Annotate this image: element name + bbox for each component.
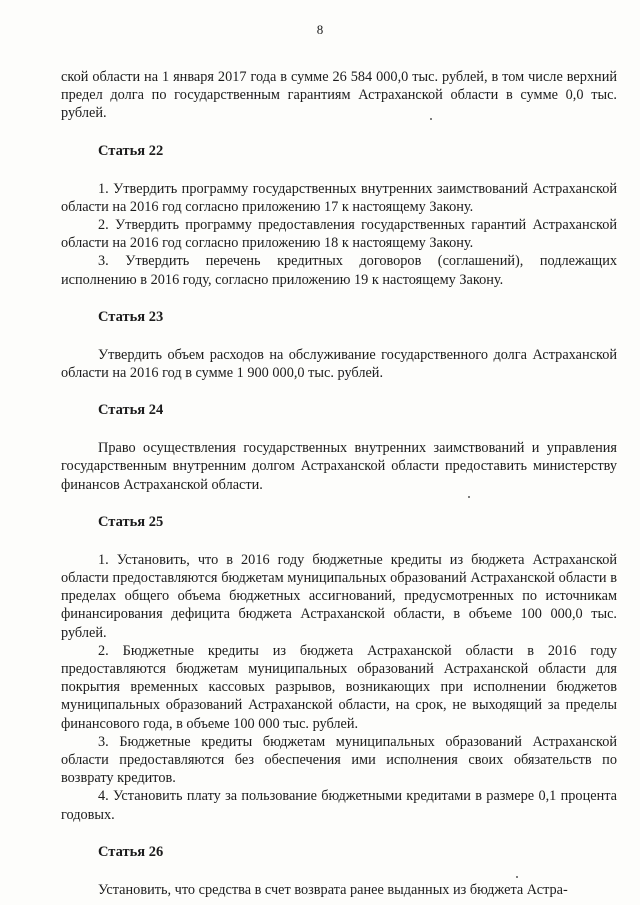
article-25-paragraph-1: 1. Установить, что в 2016 году бюджетные кредиты из бюджета Астраханской области предоставляются бюджетам муниципальных образований Астраханской области в пределах общего объема бюджетных ассигнований, предусмотренных по источникам финансирования дефицита бюджета Астраханской области, в объеме 100 000,0 тыс. рублей. xyxy=(61,551,617,641)
article-23-heading: Статья 23 xyxy=(98,308,164,325)
page-number: 8 xyxy=(316,22,324,37)
article-22-paragraph-1: 1. Утвердить программу государственных внутренних заимствований Астраханской области на 2016 год согласно приложению 17 к настоящему Закону. xyxy=(61,180,617,215)
article-22-paragraph-2: 2. Утвердить программу предоставления государственных гарантий Астраханской области на 2016 год согласно приложению 18 к настоящему Закону. xyxy=(61,217,617,252)
scan-speck xyxy=(430,118,432,120)
article-22-heading: Статья 22 xyxy=(98,142,164,159)
article-22-paragraph-3: 3. Утвердить перечень кредитных договоров (соглашений), подлежащих исполнению в 2016 году, согласно приложению 19 к настоящему Закону. xyxy=(61,253,617,288)
scan-speck xyxy=(516,876,518,878)
article-25-paragraph-3: 3. Бюджетные кредиты бюджетам муниципальных образований Астраханской области предоставляются без обеспечения ими исполнения своих обязательств по возврату кредитов. xyxy=(61,733,617,787)
document-body xyxy=(61,68,617,899)
article-25-paragraph-4: 4. Установить плату за пользование бюджетными кредитами в размере 0,1 процента годовых. xyxy=(61,788,617,823)
article-26-paragraph-1: Установить, что средства в счет возврата ранее выданных из бюджета Астра- xyxy=(98,881,568,898)
article-25-heading: Статья 25 xyxy=(98,513,164,530)
scan-speck xyxy=(468,496,470,498)
continuation-paragraph: ской области на 1 января 2017 года в сумме 26 584 000,0 тыс. рублей, в том числе верхний предел долга по государственным гарантиям Астраханской области в сумме 0,0 тыс. рублей. xyxy=(61,69,617,122)
article-24-heading: Статья 24 xyxy=(98,402,164,419)
article-26-heading: Статья 26 xyxy=(98,843,164,860)
article-23-paragraph-1: Утвердить объем расходов на обслуживание государственного долга Астраханской области на 2016 год в сумме 1 900 000,0 тыс. рублей. xyxy=(61,346,617,382)
article-24-paragraph-1: Право осуществления государственных внутренних заимствований и управления государственным внутренним долгом Астраханской области предоставить министерству финансов Астраханской области. xyxy=(61,440,617,493)
article-25-paragraph-2: 2. Бюджетные кредиты из бюджета Астраханской области в 2016 году предоставляются бюджетам муниципальных образований Астраханской области для покрытия временных кассовых разрывов, возникающих при исполнении бюджетов муниципальных образований Астраханской области, на срок, не выходящий за пределы финансового года, в объеме 100 000 тыс. рублей. xyxy=(61,642,617,732)
